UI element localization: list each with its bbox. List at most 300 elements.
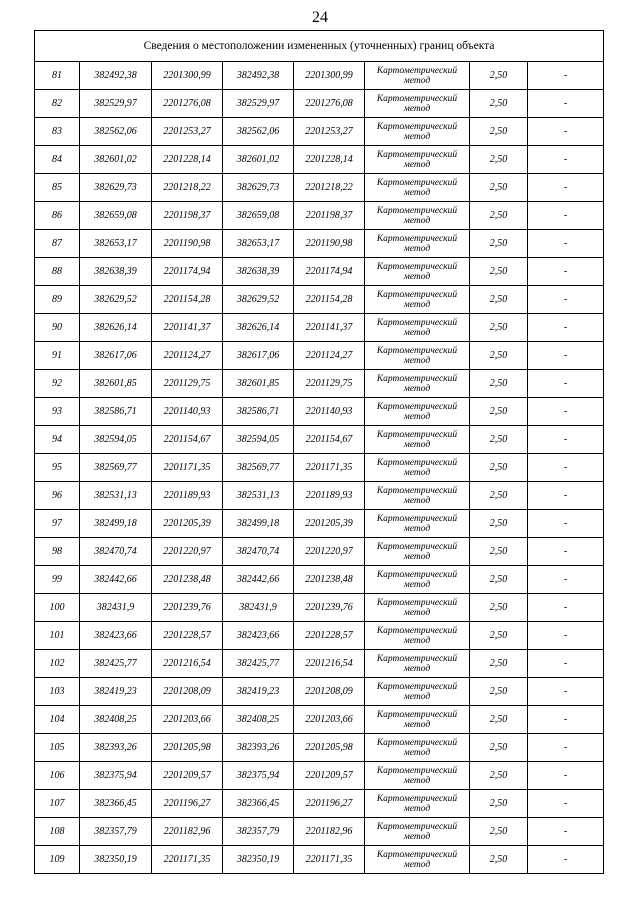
method-cell bbox=[365, 846, 470, 874]
existing-x-cell: 382617,06 bbox=[80, 342, 152, 370]
point-number-cell: 98 bbox=[35, 538, 80, 566]
existing-x-cell: 382423,66 bbox=[80, 622, 152, 650]
accuracy-cell: 2,50 bbox=[470, 286, 528, 314]
accuracy-cell: 2,50 bbox=[470, 454, 528, 482]
accuracy-cell: 2,50 bbox=[470, 594, 528, 622]
method-line2: метод bbox=[403, 383, 431, 394]
existing-y-cell: 2201129,75 bbox=[152, 370, 223, 398]
method-cell bbox=[365, 174, 470, 202]
existing-x-cell: 382499,18 bbox=[80, 510, 152, 538]
existing-y-cell: 2201198,37 bbox=[152, 202, 223, 230]
table-row bbox=[35, 790, 604, 818]
existing-x-cell: 382492,38 bbox=[80, 62, 152, 90]
existing-y-cell: 2201216,54 bbox=[152, 650, 223, 678]
existing-y-cell: 2201205,39 bbox=[152, 510, 223, 538]
method-line1: Картометрический bbox=[376, 317, 458, 328]
accuracy-cell: 2,50 bbox=[470, 118, 528, 146]
existing-x-cell: 382626,14 bbox=[80, 314, 152, 342]
table-row bbox=[35, 678, 604, 706]
method-line1: Картометрический bbox=[376, 65, 458, 76]
table-row bbox=[35, 510, 604, 538]
method-cell bbox=[365, 706, 470, 734]
existing-y-cell: 2201171,35 bbox=[152, 846, 223, 874]
existing-y-cell: 2201182,96 bbox=[152, 818, 223, 846]
table-row bbox=[35, 426, 604, 454]
method-line1: Картометрический bbox=[376, 177, 458, 188]
note-cell: - bbox=[528, 650, 604, 678]
refined-y-cell: 2201154,28 bbox=[294, 286, 365, 314]
table-caption-row bbox=[35, 31, 604, 62]
point-number-cell: 97 bbox=[35, 510, 80, 538]
method-line2: метод bbox=[403, 719, 431, 730]
table-row bbox=[35, 90, 604, 118]
refined-y-cell: 2201171,35 bbox=[294, 846, 365, 874]
accuracy-cell: 2,50 bbox=[470, 566, 528, 594]
method-cell bbox=[365, 790, 470, 818]
existing-y-cell: 2201220,97 bbox=[152, 538, 223, 566]
method-line2: метод bbox=[403, 411, 431, 422]
refined-y-cell: 2201203,66 bbox=[294, 706, 365, 734]
refined-y-cell: 2201228,14 bbox=[294, 146, 365, 174]
accuracy-cell: 2,50 bbox=[470, 230, 528, 258]
note-cell: - bbox=[528, 594, 604, 622]
existing-y-cell: 2201174,94 bbox=[152, 258, 223, 286]
accuracy-cell: 2,50 bbox=[470, 818, 528, 846]
refined-y-cell: 2201238,48 bbox=[294, 566, 365, 594]
method-line2: метод bbox=[403, 355, 431, 366]
method-cell bbox=[365, 538, 470, 566]
method-line1: Картометрический bbox=[376, 345, 458, 356]
note-cell: - bbox=[528, 678, 604, 706]
method-cell bbox=[365, 762, 470, 790]
refined-y-cell: 2201216,54 bbox=[294, 650, 365, 678]
table-row bbox=[35, 706, 604, 734]
method-line1: Картометрический bbox=[376, 765, 458, 776]
refined-y-cell: 2201239,76 bbox=[294, 594, 365, 622]
existing-y-cell: 2201300,99 bbox=[152, 62, 223, 90]
note-cell: - bbox=[528, 174, 604, 202]
accuracy-cell: 2,50 bbox=[470, 734, 528, 762]
table-row bbox=[35, 146, 604, 174]
refined-y-cell: 2201300,99 bbox=[294, 62, 365, 90]
refined-y-cell: 2201218,22 bbox=[294, 174, 365, 202]
note-cell: - bbox=[528, 734, 604, 762]
note-cell: - bbox=[528, 622, 604, 650]
refined-x-cell: 382594,05 bbox=[223, 426, 294, 454]
method-cell bbox=[365, 818, 470, 846]
note-cell: - bbox=[528, 90, 604, 118]
refined-x-cell: 382375,94 bbox=[223, 762, 294, 790]
refined-x-cell: 382531,13 bbox=[223, 482, 294, 510]
method-cell bbox=[365, 454, 470, 482]
note-cell: - bbox=[528, 818, 604, 846]
note-cell: - bbox=[528, 118, 604, 146]
method-line2: метод bbox=[403, 551, 431, 562]
point-number-cell: 102 bbox=[35, 650, 80, 678]
method-line1: Картометрический bbox=[376, 709, 458, 720]
existing-y-cell: 2201171,35 bbox=[152, 454, 223, 482]
existing-x-cell: 382638,39 bbox=[80, 258, 152, 286]
table-row bbox=[35, 566, 604, 594]
accuracy-cell: 2,50 bbox=[470, 202, 528, 230]
point-number-cell: 94 bbox=[35, 426, 80, 454]
method-cell bbox=[365, 202, 470, 230]
method-cell bbox=[365, 650, 470, 678]
note-cell: - bbox=[528, 510, 604, 538]
refined-y-cell: 2201253,27 bbox=[294, 118, 365, 146]
method-line2: метод bbox=[403, 747, 431, 758]
refined-y-cell: 2201198,37 bbox=[294, 202, 365, 230]
refined-y-cell: 2201154,67 bbox=[294, 426, 365, 454]
existing-y-cell: 2201154,28 bbox=[152, 286, 223, 314]
existing-y-cell: 2201218,22 bbox=[152, 174, 223, 202]
refined-x-cell: 382408,25 bbox=[223, 706, 294, 734]
refined-x-cell: 382419,23 bbox=[223, 678, 294, 706]
refined-y-cell: 2201209,57 bbox=[294, 762, 365, 790]
method-line2: метод bbox=[403, 103, 431, 114]
note-cell: - bbox=[528, 706, 604, 734]
note-cell: - bbox=[528, 62, 604, 90]
method-cell bbox=[365, 62, 470, 90]
note-cell: - bbox=[528, 426, 604, 454]
method-cell bbox=[365, 118, 470, 146]
point-number-cell: 103 bbox=[35, 678, 80, 706]
table-caption: Сведения о местоположении измененных (уточненных) границ объекта bbox=[35, 31, 604, 62]
point-number-cell: 87 bbox=[35, 230, 80, 258]
refined-x-cell: 382393,26 bbox=[223, 734, 294, 762]
table-row bbox=[35, 230, 604, 258]
method-line2: метод bbox=[403, 299, 431, 310]
table-row bbox=[35, 594, 604, 622]
table-row bbox=[35, 650, 604, 678]
method-line2: метод bbox=[403, 635, 431, 646]
refined-y-cell: 2201208,09 bbox=[294, 678, 365, 706]
refined-y-cell: 2201129,75 bbox=[294, 370, 365, 398]
note-cell: - bbox=[528, 342, 604, 370]
note-cell: - bbox=[528, 314, 604, 342]
note-cell: - bbox=[528, 398, 604, 426]
existing-x-cell: 382419,23 bbox=[80, 678, 152, 706]
point-number-cell: 93 bbox=[35, 398, 80, 426]
accuracy-cell: 2,50 bbox=[470, 258, 528, 286]
refined-x-cell: 382601,85 bbox=[223, 370, 294, 398]
accuracy-cell: 2,50 bbox=[470, 174, 528, 202]
accuracy-cell: 2,50 bbox=[470, 538, 528, 566]
existing-x-cell: 382629,73 bbox=[80, 174, 152, 202]
existing-y-cell: 2201253,27 bbox=[152, 118, 223, 146]
existing-x-cell: 382531,13 bbox=[80, 482, 152, 510]
existing-x-cell: 382562,06 bbox=[80, 118, 152, 146]
accuracy-cell: 2,50 bbox=[470, 510, 528, 538]
point-number-cell: 95 bbox=[35, 454, 80, 482]
accuracy-cell: 2,50 bbox=[470, 482, 528, 510]
method-cell bbox=[365, 594, 470, 622]
refined-x-cell: 382442,66 bbox=[223, 566, 294, 594]
refined-x-cell: 382617,06 bbox=[223, 342, 294, 370]
point-number-cell: 96 bbox=[35, 482, 80, 510]
refined-x-cell: 382653,17 bbox=[223, 230, 294, 258]
point-number-cell: 109 bbox=[35, 846, 80, 874]
method-line2: метод bbox=[403, 663, 431, 674]
note-cell: - bbox=[528, 370, 604, 398]
existing-y-cell: 2201239,76 bbox=[152, 594, 223, 622]
method-cell bbox=[365, 230, 470, 258]
refined-y-cell: 2201141,37 bbox=[294, 314, 365, 342]
existing-x-cell: 382442,66 bbox=[80, 566, 152, 594]
existing-y-cell: 2201228,14 bbox=[152, 146, 223, 174]
method-line2: метод bbox=[403, 523, 431, 534]
method-line1: Картометрический bbox=[376, 485, 458, 496]
refined-x-cell: 382499,18 bbox=[223, 510, 294, 538]
method-line1: Картометрический bbox=[376, 373, 458, 384]
point-number-cell: 92 bbox=[35, 370, 80, 398]
point-number-cell: 91 bbox=[35, 342, 80, 370]
refined-y-cell: 2201174,94 bbox=[294, 258, 365, 286]
point-number-cell: 107 bbox=[35, 790, 80, 818]
refined-x-cell: 382423,66 bbox=[223, 622, 294, 650]
refined-x-cell: 382470,74 bbox=[223, 538, 294, 566]
existing-y-cell: 2201203,66 bbox=[152, 706, 223, 734]
method-line1: Картометрический bbox=[376, 261, 458, 272]
accuracy-cell: 2,50 bbox=[470, 398, 528, 426]
method-line2: метод bbox=[403, 579, 431, 590]
refined-y-cell: 2201140,93 bbox=[294, 398, 365, 426]
note-cell: - bbox=[528, 482, 604, 510]
table-row bbox=[35, 342, 604, 370]
refined-x-cell: 382366,45 bbox=[223, 790, 294, 818]
table-row bbox=[35, 314, 604, 342]
refined-y-cell: 2201182,96 bbox=[294, 818, 365, 846]
method-line2: метод bbox=[403, 75, 431, 86]
note-cell: - bbox=[528, 762, 604, 790]
method-line2: метод bbox=[403, 691, 431, 702]
note-cell: - bbox=[528, 790, 604, 818]
accuracy-cell: 2,50 bbox=[470, 146, 528, 174]
method-line2: метод bbox=[403, 215, 431, 226]
method-cell bbox=[365, 286, 470, 314]
table-row bbox=[35, 202, 604, 230]
point-number-cell: 85 bbox=[35, 174, 80, 202]
accuracy-cell: 2,50 bbox=[470, 622, 528, 650]
existing-y-cell: 2201205,98 bbox=[152, 734, 223, 762]
note-cell: - bbox=[528, 846, 604, 874]
refined-x-cell: 382562,06 bbox=[223, 118, 294, 146]
existing-x-cell: 382375,94 bbox=[80, 762, 152, 790]
refined-x-cell: 382529,97 bbox=[223, 90, 294, 118]
note-cell: - bbox=[528, 454, 604, 482]
point-number-cell: 101 bbox=[35, 622, 80, 650]
method-line2: метод bbox=[403, 775, 431, 786]
refined-x-cell: 382569,77 bbox=[223, 454, 294, 482]
method-cell bbox=[365, 398, 470, 426]
note-cell: - bbox=[528, 202, 604, 230]
refined-y-cell: 2201205,98 bbox=[294, 734, 365, 762]
existing-y-cell: 2201154,67 bbox=[152, 426, 223, 454]
existing-x-cell: 382357,79 bbox=[80, 818, 152, 846]
existing-x-cell: 382601,85 bbox=[80, 370, 152, 398]
method-line1: Картометрический bbox=[376, 289, 458, 300]
table-row bbox=[35, 482, 604, 510]
page-number: 24 bbox=[312, 9, 328, 26]
existing-x-cell: 382529,97 bbox=[80, 90, 152, 118]
table-row bbox=[35, 258, 604, 286]
method-line1: Картометрический bbox=[376, 457, 458, 468]
point-number-cell: 108 bbox=[35, 818, 80, 846]
refined-x-cell: 382492,38 bbox=[223, 62, 294, 90]
point-number-cell: 82 bbox=[35, 90, 80, 118]
existing-y-cell: 2201209,57 bbox=[152, 762, 223, 790]
point-number-cell: 105 bbox=[35, 734, 80, 762]
method-line1: Картометрический bbox=[376, 625, 458, 636]
method-line2: метод bbox=[403, 439, 431, 450]
method-line1: Картометрический bbox=[376, 849, 458, 860]
method-cell bbox=[365, 426, 470, 454]
method-cell bbox=[365, 482, 470, 510]
method-line1: Картометрический bbox=[376, 513, 458, 524]
existing-x-cell: 382594,05 bbox=[80, 426, 152, 454]
accuracy-cell: 2,50 bbox=[470, 706, 528, 734]
existing-y-cell: 2201124,27 bbox=[152, 342, 223, 370]
accuracy-cell: 2,50 bbox=[470, 650, 528, 678]
table-row bbox=[35, 286, 604, 314]
refined-y-cell: 2201228,57 bbox=[294, 622, 365, 650]
existing-y-cell: 2201238,48 bbox=[152, 566, 223, 594]
method-line1: Картометрический bbox=[376, 541, 458, 552]
existing-x-cell: 382659,08 bbox=[80, 202, 152, 230]
table-row bbox=[35, 118, 604, 146]
refined-x-cell: 382626,14 bbox=[223, 314, 294, 342]
point-number-cell: 89 bbox=[35, 286, 80, 314]
refined-x-cell: 382629,52 bbox=[223, 286, 294, 314]
accuracy-cell: 2,50 bbox=[470, 62, 528, 90]
existing-y-cell: 2201190,98 bbox=[152, 230, 223, 258]
refined-x-cell: 382659,08 bbox=[223, 202, 294, 230]
method-cell bbox=[365, 314, 470, 342]
table-row bbox=[35, 398, 604, 426]
method-line1: Картометрический bbox=[376, 233, 458, 244]
method-line2: метод bbox=[403, 131, 431, 142]
method-cell bbox=[365, 146, 470, 174]
method-line1: Картометрический bbox=[376, 149, 458, 160]
accuracy-cell: 2,50 bbox=[470, 342, 528, 370]
point-number-cell: 104 bbox=[35, 706, 80, 734]
existing-y-cell: 2201189,93 bbox=[152, 482, 223, 510]
existing-x-cell: 382629,52 bbox=[80, 286, 152, 314]
method-line1: Картометрический bbox=[376, 737, 458, 748]
point-number-cell: 88 bbox=[35, 258, 80, 286]
method-line1: Картометрический bbox=[376, 821, 458, 832]
point-number-cell: 83 bbox=[35, 118, 80, 146]
refined-y-cell: 2201124,27 bbox=[294, 342, 365, 370]
method-line2: метод bbox=[403, 187, 431, 198]
table-row bbox=[35, 846, 604, 874]
table-row bbox=[35, 622, 604, 650]
table-row bbox=[35, 762, 604, 790]
accuracy-cell: 2,50 bbox=[470, 370, 528, 398]
method-line2: метод bbox=[403, 271, 431, 282]
method-cell bbox=[365, 258, 470, 286]
refined-y-cell: 2201171,35 bbox=[294, 454, 365, 482]
method-cell bbox=[365, 510, 470, 538]
accuracy-cell: 2,50 bbox=[470, 762, 528, 790]
note-cell: - bbox=[528, 286, 604, 314]
existing-y-cell: 2201140,93 bbox=[152, 398, 223, 426]
method-line2: метод bbox=[403, 803, 431, 814]
method-line2: метод bbox=[403, 243, 431, 254]
method-cell bbox=[365, 734, 470, 762]
accuracy-cell: 2,50 bbox=[470, 90, 528, 118]
note-cell: - bbox=[528, 566, 604, 594]
method-line2: метод bbox=[403, 327, 431, 338]
method-line1: Картометрический bbox=[376, 429, 458, 440]
existing-x-cell: 382425,77 bbox=[80, 650, 152, 678]
method-cell bbox=[365, 566, 470, 594]
point-number-cell: 84 bbox=[35, 146, 80, 174]
accuracy-cell: 2,50 bbox=[470, 678, 528, 706]
method-line1: Картометрический bbox=[376, 681, 458, 692]
table-row bbox=[35, 62, 604, 90]
refined-y-cell: 2201205,39 bbox=[294, 510, 365, 538]
method-line2: метод bbox=[403, 159, 431, 170]
method-line1: Картометрический bbox=[376, 93, 458, 104]
existing-y-cell: 2201228,57 bbox=[152, 622, 223, 650]
note-cell: - bbox=[528, 230, 604, 258]
coordinates-table bbox=[34, 30, 604, 874]
point-number-cell: 86 bbox=[35, 202, 80, 230]
existing-x-cell: 382470,74 bbox=[80, 538, 152, 566]
table-row bbox=[35, 370, 604, 398]
existing-x-cell: 382366,45 bbox=[80, 790, 152, 818]
refined-y-cell: 2201220,97 bbox=[294, 538, 365, 566]
method-line2: метод bbox=[403, 607, 431, 618]
refined-x-cell: 382425,77 bbox=[223, 650, 294, 678]
existing-y-cell: 2201208,09 bbox=[152, 678, 223, 706]
existing-y-cell: 2201276,08 bbox=[152, 90, 223, 118]
method-cell bbox=[365, 622, 470, 650]
accuracy-cell: 2,50 bbox=[470, 314, 528, 342]
table-row bbox=[35, 818, 604, 846]
method-cell bbox=[365, 678, 470, 706]
refined-x-cell: 382638,39 bbox=[223, 258, 294, 286]
point-number-cell: 100 bbox=[35, 594, 80, 622]
existing-x-cell: 382393,26 bbox=[80, 734, 152, 762]
refined-x-cell: 382601,02 bbox=[223, 146, 294, 174]
table-row bbox=[35, 174, 604, 202]
method-line1: Картометрический bbox=[376, 121, 458, 132]
accuracy-cell: 2,50 bbox=[470, 846, 528, 874]
method-line1: Картометрический bbox=[376, 597, 458, 608]
refined-x-cell: 382357,79 bbox=[223, 818, 294, 846]
note-cell: - bbox=[528, 146, 604, 174]
existing-x-cell: 382586,71 bbox=[80, 398, 152, 426]
method-line1: Картометрический bbox=[376, 653, 458, 664]
refined-x-cell: 382431,9 bbox=[223, 594, 294, 622]
method-line2: метод bbox=[403, 831, 431, 842]
point-number-cell: 81 bbox=[35, 62, 80, 90]
existing-x-cell: 382569,77 bbox=[80, 454, 152, 482]
refined-y-cell: 2201276,08 bbox=[294, 90, 365, 118]
point-number-cell: 90 bbox=[35, 314, 80, 342]
refined-x-cell: 382629,73 bbox=[223, 174, 294, 202]
refined-x-cell: 382586,71 bbox=[223, 398, 294, 426]
method-line1: Картометрический bbox=[376, 793, 458, 804]
method-line1: Картометрический bbox=[376, 569, 458, 580]
accuracy-cell: 2,50 bbox=[470, 790, 528, 818]
point-number-cell: 106 bbox=[35, 762, 80, 790]
method-cell bbox=[365, 370, 470, 398]
refined-x-cell: 382350,19 bbox=[223, 846, 294, 874]
point-number-cell: 99 bbox=[35, 566, 80, 594]
